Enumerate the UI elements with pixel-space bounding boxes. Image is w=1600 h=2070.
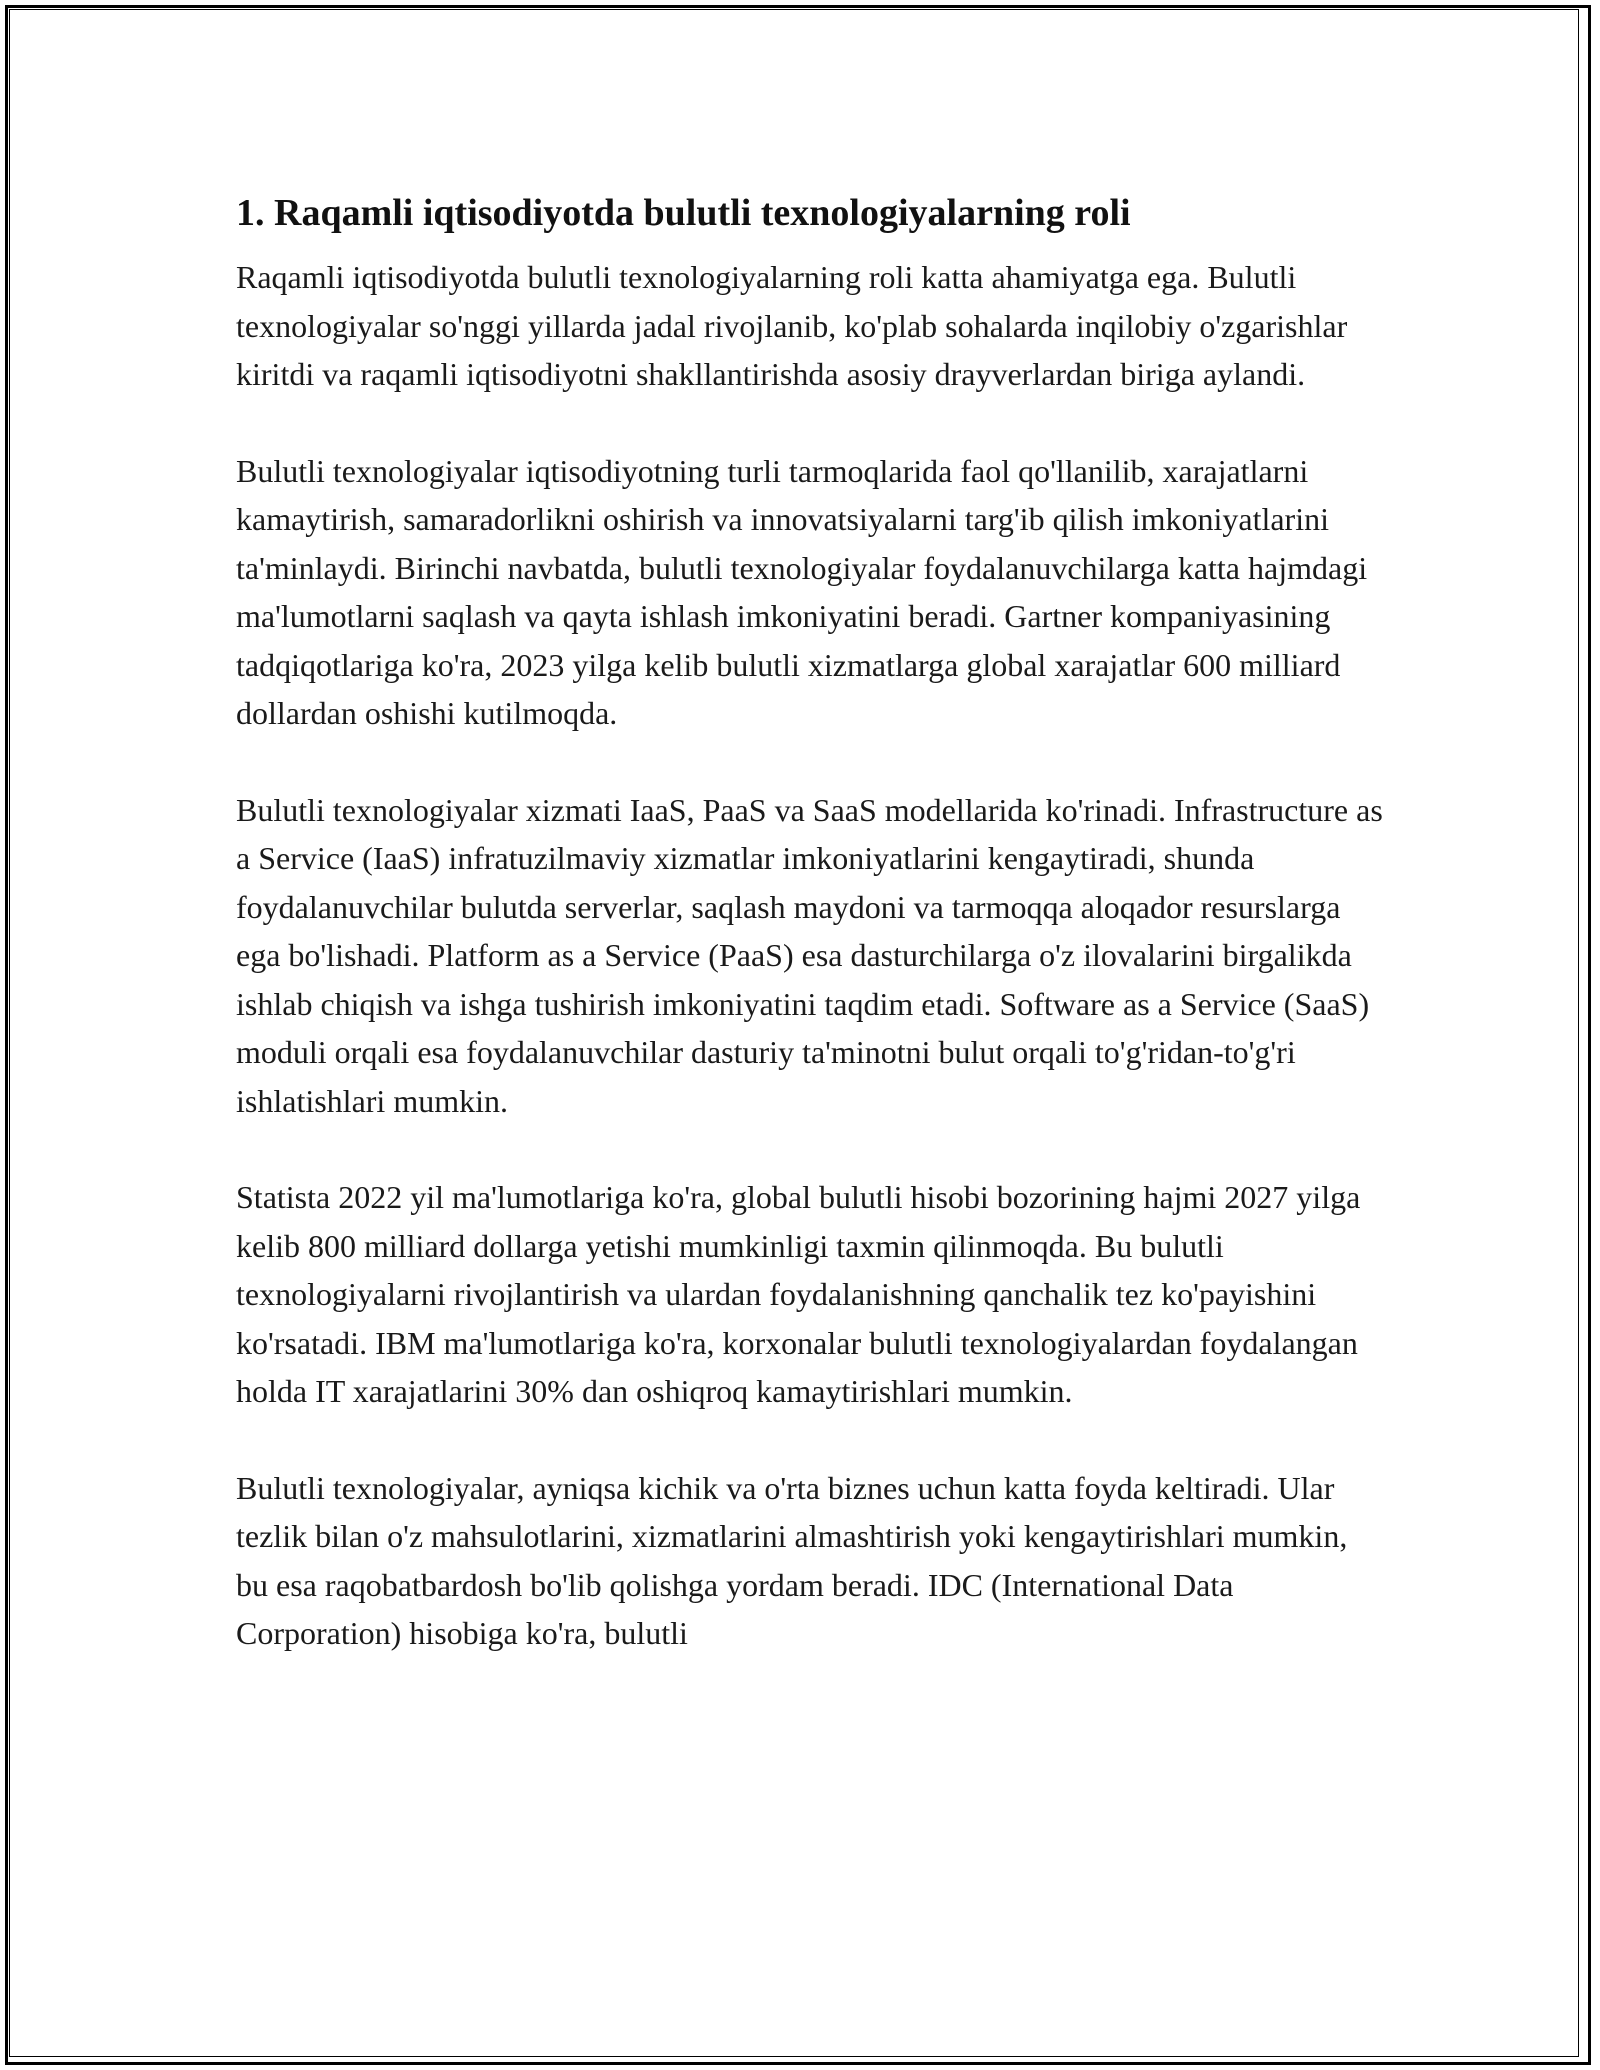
paragraph-5: Bulutli texnologiyalar, ayniqsa kichik va o'rta biznes uchun katta foyda keltiradi. Ular tezlik bilan o'z mahsulotlarini, xizmatlarini almashtirish yoki kengaytirishlari mumkin, bu esa raqobatbardosh bo'lib qolishga yordam beradi. IDC (International Data Corporation) hisobiga ko'ra, bulutli xyxy=(236,1469,1348,1651)
section-heading: 1. Raqamli iqtisodiyotda bulutli texnologiyalarning roli xyxy=(236,192,1131,234)
paragraph-1: Raqamli iqtisodiyotda bulutli texnologiyalarning roli katta ahamiyatga ega. Bulutli texnologiyalar so'nggi yillarda jadal rivojlanib, ko'plab sohalarda inqilobiy o'zgarishlar kiritdi va raqamli iqtisodiyotni shakllantirishda asosiy drayverlardan biriga aylandi. xyxy=(236,259,1348,392)
paragraph-2: Bulutli texnologiyalar iqtisodiyotning turli tarmoqlarida faol qo'llanilib, xarajatlarni kamaytirish, samaradorlikni oshirish va innovatsiyalarni targ'ib qilish imkoniyatlarini ta'minlaydi. Birinchi navbatda, bulutli texnologiyalar foydalanuvchilarga katta hajmdagi ma'lumotlarni saqlash va qayta ishlash imkoniyatini beradi. Gartner kompaniyasining tadqiqotlariga ko'ra, 2023 yilga kelib bulutli xizmatlarga global xarajatlar 600 milliard dollardan oshishi kutilmoqda. xyxy=(236,452,1368,731)
document-body xyxy=(236,185,1386,1706)
paragraph-3: Bulutli texnologiyalar xizmati IaaS, PaaS va SaaS modellarida ko'rinadi. Infrastructure as a Service (IaaS) infratuzilmaviy xizmatlar imkoniyatlarini kengaytiradi, shunda foydalanuvchilar bulutda serverlar, saqlash maydoni va tarmoqqa aloqador resurslarga ega bo'lishadi. Platform as a Service (PaaS) esa dasturchilarga o'z ilovalarini birgalikda ishlab chiqish va ishga tushirish imkoniyatini taqdim etadi. Software as a Service (SaaS) moduli orqali esa foydalanuvchilar dasturiy ta'minotni bulut orqali to'g'ridan-to'g'ri ishlatishlari mumkin. xyxy=(236,791,1383,1119)
paragraph-4: Statista 2022 yil ma'lumotlariga ko'ra, global bulutli hisobi bozorining hajmi 2027 yilga kelib 800 milliard dollarga yetishi mumkinligi taxmin qilinmoqda. Bu bulutli texnologiyalarni rivojlantirish va ulardan foydalanishning qanchalik tez ko'payishini ko'rsatadi. IBM ma'lumotlariga ko'ra, korxonalar bulutli texnologiyalardan foydalangan holda IT xarajatlarini 30% dan oshiqroq kamaytirishlari mumkin. xyxy=(236,1179,1361,1409)
